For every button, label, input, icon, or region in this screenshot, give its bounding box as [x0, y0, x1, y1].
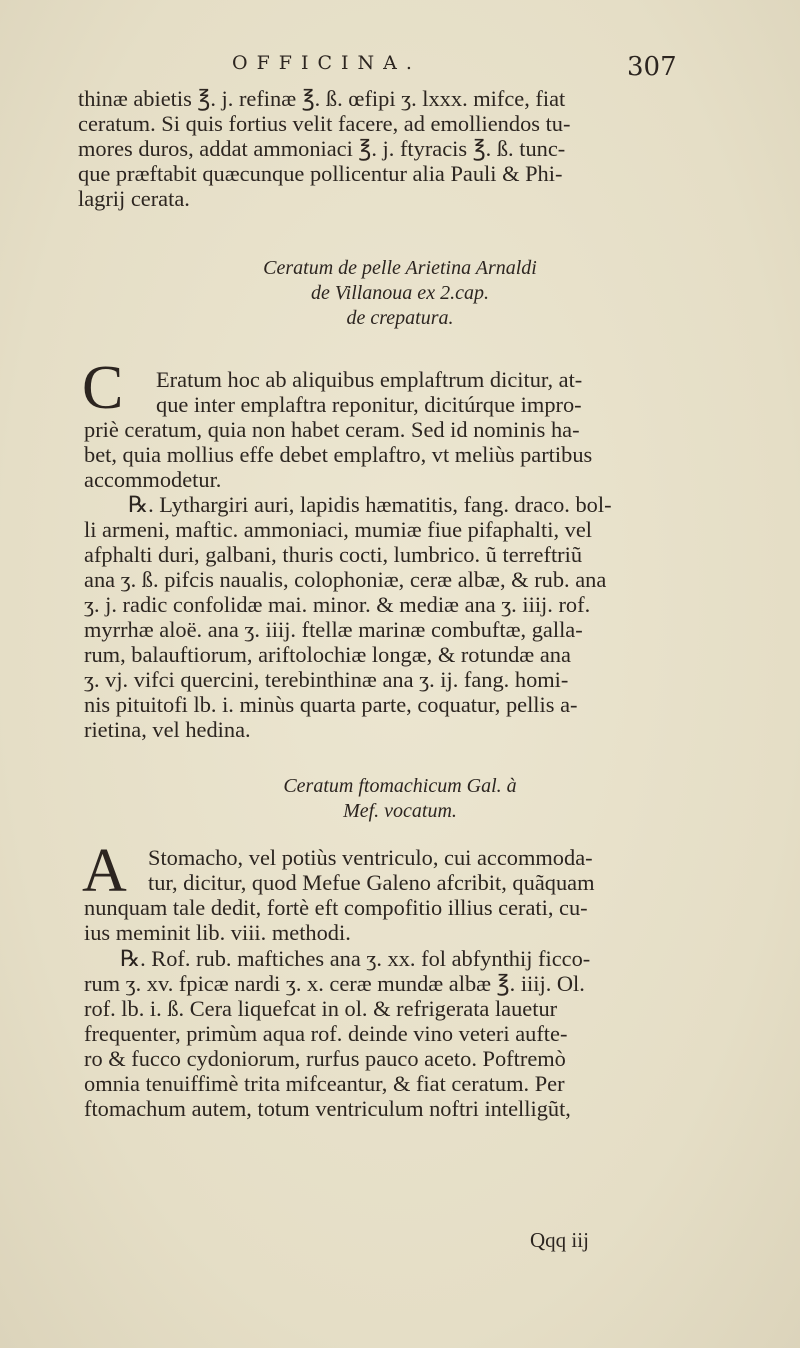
section2-paragraph	[84, 845, 784, 945]
text-line: ro & fucco cydoniorum, rurfus pauco aceto. Poftremò	[84, 1046, 566, 1071]
text-line: thinæ abietis ℥. j. refinæ ℥. ß. œfipi ʒ. lxxx. mifce, fiat	[78, 86, 566, 111]
running-head: OFFICINA.	[232, 52, 421, 74]
text-line: ℞. Lythargiri auri, lapidis hæmatitis, fang. draco. bol-	[128, 492, 612, 517]
text-line: lagrij cerata.	[78, 186, 190, 211]
text-line: ℞. Rof. rub. maftiches ana ʒ. xx. fol abfynthij ficco-	[120, 946, 591, 971]
heading-line: Ceratum ftomachicum Gal. à	[283, 775, 517, 797]
text-line: li armeni, maftic. ammoniaci, mumiæ fiue pifaphalti, vel	[84, 517, 592, 542]
drop-cap: C	[82, 354, 124, 422]
text-line: ftomachum autem, totum ventriculum noftri intelligũt,	[84, 1096, 571, 1121]
intro-paragraph	[78, 86, 778, 211]
text-line: ʒ. vj. vifci quercini, terebinthinæ ana ʒ. ij. fang. homi-	[84, 667, 569, 692]
text-line: priè ceratum, quia non habet ceram. Sed id nominis ha-	[84, 417, 580, 442]
text-line: frequenter, primùm aqua rof. deinde vino veteri aufte-	[84, 1021, 568, 1046]
text-line: ʒ. j. radic confolidæ mai. minor. & mediæ ana ʒ. iiij. rof.	[84, 592, 591, 617]
signature-mark: Qqq iij	[530, 1228, 589, 1252]
text-line: rum ʒ. xv. fpicæ nardi ʒ. x. ceræ mundæ albæ ℥. iiij. Ol.	[84, 971, 585, 996]
section1-paragraph	[84, 367, 784, 492]
text-line: ana ʒ. ß. pifcis naualis, colophoniæ, ceræ albæ, & rub. ana	[84, 567, 607, 592]
text-line: ceratum. Si quis fortius velit facere, ad emolliendos tu-	[78, 111, 571, 136]
text-line: rietina, vel hedina.	[84, 717, 251, 742]
heading-line: Ceratum de pelle Arietina Arnaldi	[263, 257, 537, 279]
text-line: omnia tenuiffimè trita mifceantur, & fiat ceratum. Per	[84, 1071, 565, 1096]
text-line: que inter emplaftra reponitur, dicitúrque impro-	[156, 392, 582, 417]
text-line: ius meminit lib. viii. methodi.	[84, 920, 351, 945]
text-line: myrrhæ aloë. ana ʒ. iiij. ftellæ marinæ combuftæ, galla-	[84, 617, 583, 642]
page-number: 307	[627, 52, 677, 82]
drop-cap: A	[82, 837, 127, 905]
text-line: accommodetur.	[84, 467, 222, 492]
text-line: nunquam tale dedit, fortè eft compofitio illius cerati, cu-	[84, 895, 588, 920]
text-line: afphalti duri, galbani, thuris cocti, lumbrico. ũ terreftriũ	[84, 542, 583, 567]
section-heading-ceratum-de-pelle	[0, 256, 800, 331]
text-line: Stomacho, vel potiùs ventriculo, cui accommoda-	[148, 845, 593, 870]
section1-recipe	[84, 492, 784, 742]
section2-recipe	[84, 946, 784, 1121]
heading-line: Mef. vocatum.	[343, 800, 457, 822]
text-line: tur, dicitur, quod Mefue Galeno afcribit, quãquam	[148, 870, 595, 895]
text-line: mores duros, addat ammoniaci ℥. j. ftyracis ℥. ß. tunc-	[78, 136, 566, 161]
text-line: Eratum hoc ab aliquibus emplaftrum dicitur, at-	[156, 367, 583, 392]
text-line: nis pituitofi lb. i. minùs quarta parte, coquatur, pellis a-	[84, 692, 578, 717]
heading-line: de Villanoua ex 2.cap.	[311, 282, 489, 304]
section-heading-ceratum-stomachicum	[0, 774, 800, 824]
heading-line: de crepatura.	[346, 307, 454, 329]
text-line: bet, quia mollius effe debet emplaftro, vt meliùs partibus	[84, 442, 593, 467]
text-line: rum, balauftiorum, ariftolochiæ longæ, & rotundæ ana	[84, 642, 571, 667]
text-line: que præftabit quæcunque pollicentur alia Pauli & Phi-	[78, 161, 563, 186]
text-line: rof. lb. i. ß. Cera liquefcat in ol. & refrigerata lauetur	[84, 996, 558, 1021]
